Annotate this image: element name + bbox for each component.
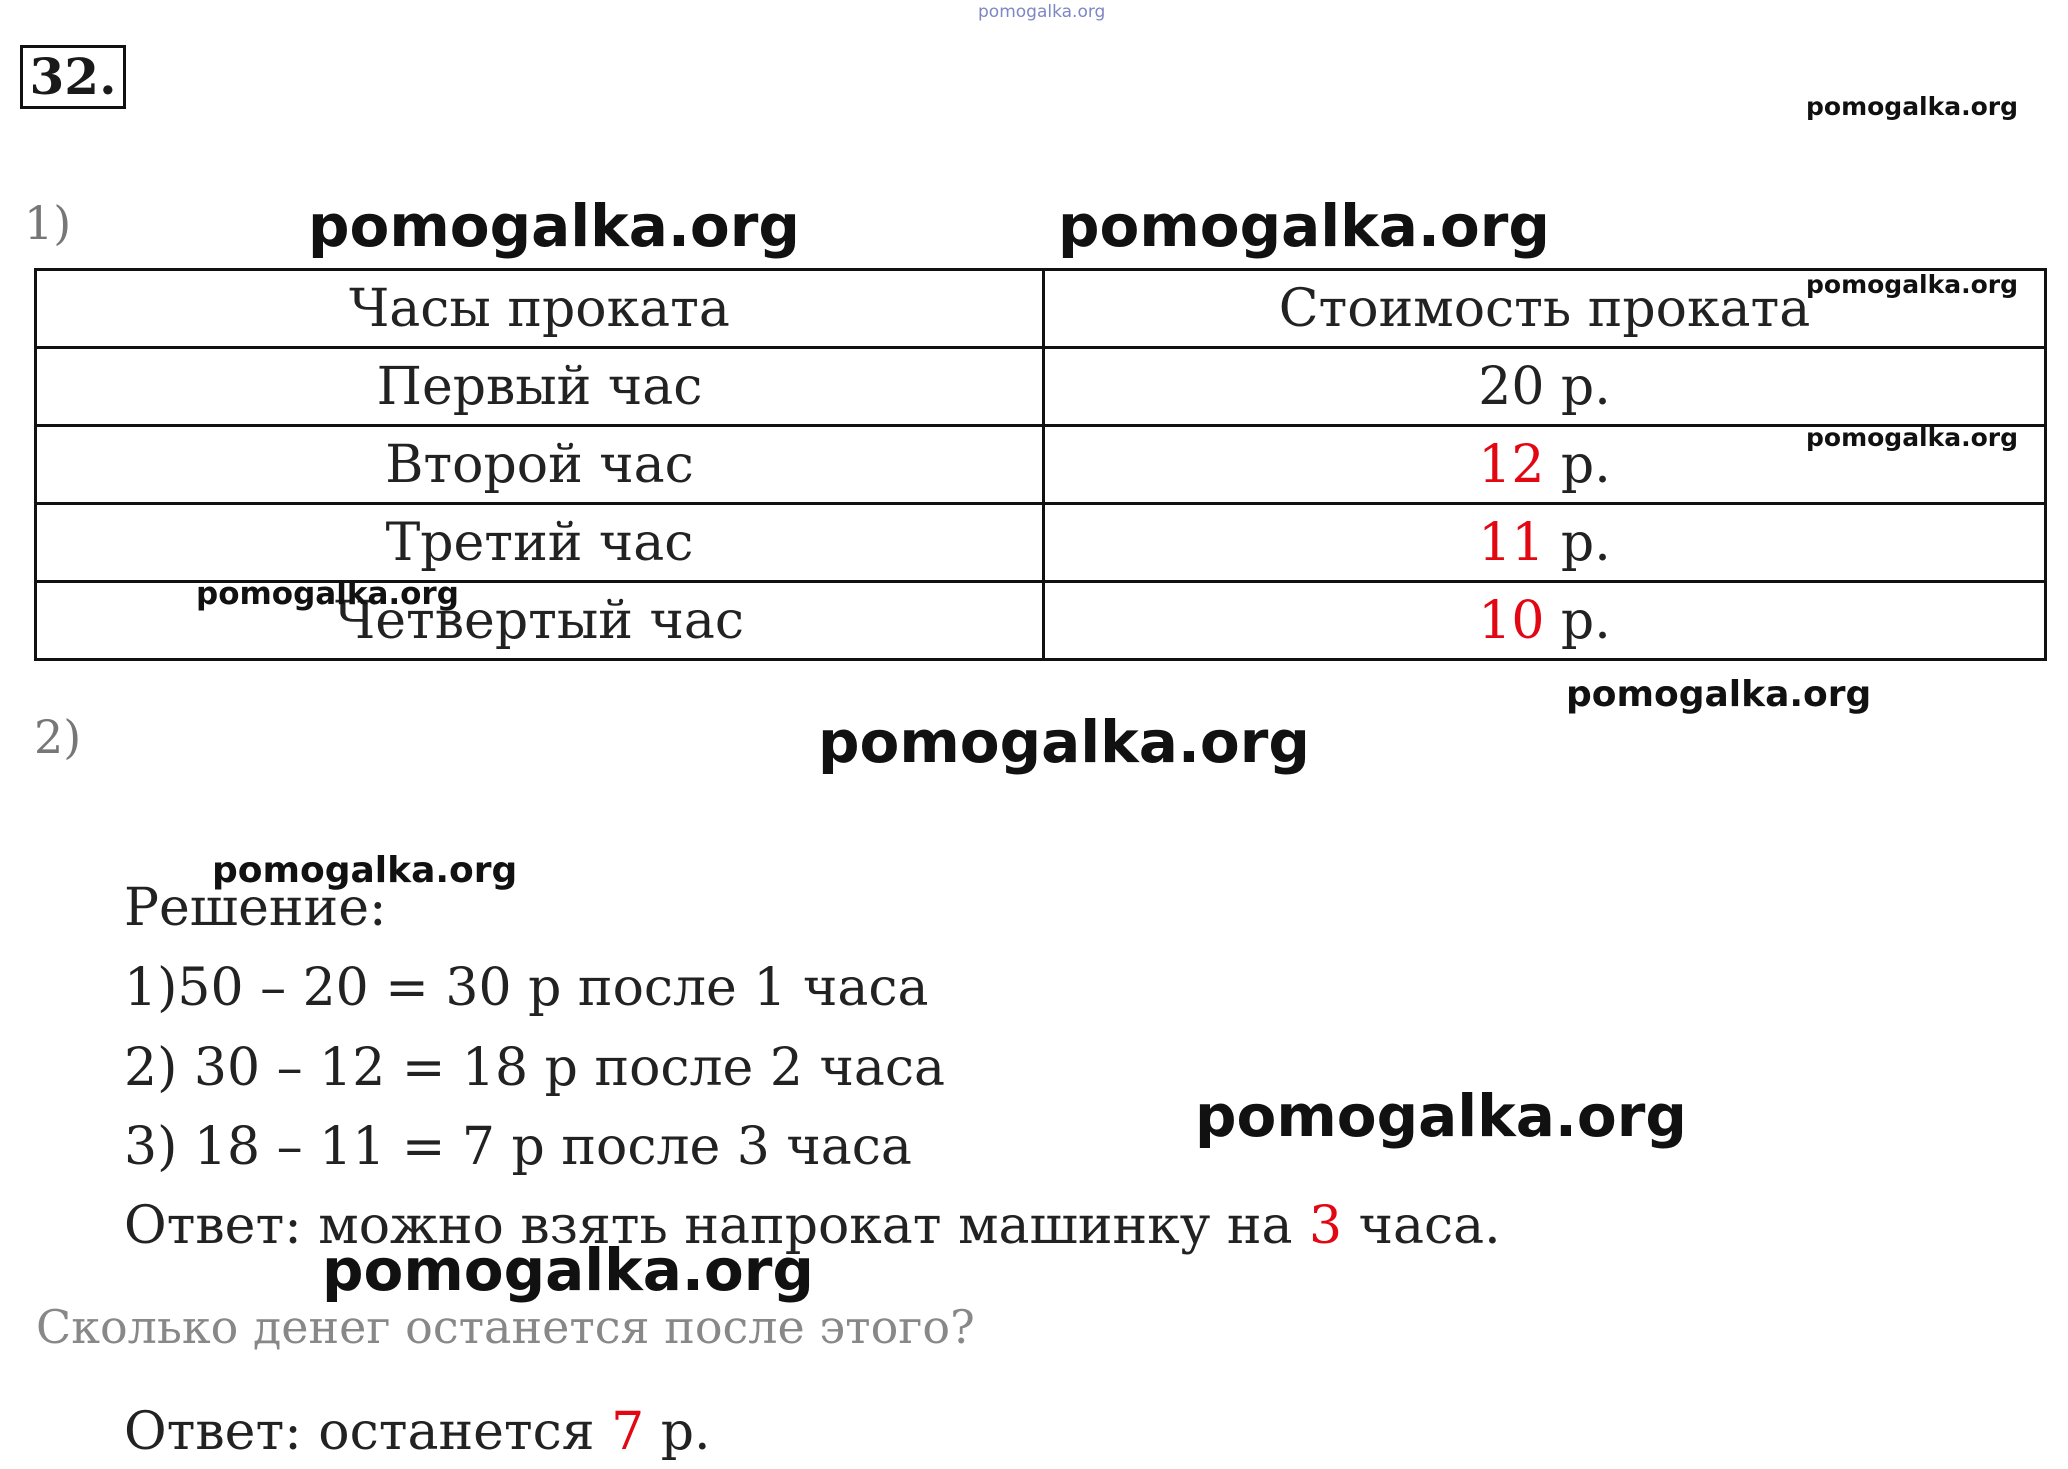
watermark: pomogalka.org (196, 576, 459, 612)
header-price: Стоимость проката (1044, 270, 2046, 348)
answer-1-suffix: часа. (1342, 1196, 1501, 1256)
solution-title: Решение: (124, 878, 387, 938)
price-value: 11 (1478, 512, 1545, 573)
price-value: 12 (1478, 434, 1545, 495)
hour-cell: Первый час (36, 348, 1044, 426)
price-cell (1044, 582, 2046, 660)
watermark: pomogalka.org (1806, 92, 2019, 121)
price-cell (1044, 504, 2046, 582)
price-unit: р. (1544, 356, 1611, 417)
answer-1-value: 3 (1309, 1196, 1343, 1256)
task-number: 32. (20, 45, 126, 109)
price-cell (1044, 348, 2046, 426)
price-unit: р. (1544, 434, 1611, 495)
table-row (36, 348, 2046, 426)
answer-2 (124, 1402, 711, 1462)
answer-2-text: Ответ: останется (124, 1402, 612, 1462)
solution-step: 2) 30 – 12 = 18 р после 2 часа (124, 1038, 945, 1098)
price-value: 20 (1478, 356, 1545, 417)
watermark: pomogalka.org (212, 850, 518, 891)
table-row (36, 426, 2046, 504)
header-hours: Часы проката (36, 270, 1044, 348)
hour-cell: Четвертый час (36, 582, 1044, 660)
table-header-row (36, 270, 2046, 348)
answer-2-value: 7 (611, 1402, 645, 1462)
watermark-top: pomogalka.org (978, 2, 1106, 22)
answer-1-text: Ответ: можно взять напрокат машинку на (124, 1196, 1310, 1256)
solution-step: 3) 18 – 11 = 7 р после 3 часа (124, 1117, 912, 1177)
watermark: pomogalka.org (1806, 423, 2019, 452)
price-unit: р. (1544, 512, 1611, 573)
watermark: pomogalka.org (818, 708, 1310, 776)
hour-cell: Второй час (36, 426, 1044, 504)
watermark: pomogalka.org (1058, 192, 1550, 260)
part-1-label: 1) (24, 196, 72, 250)
question-text: Сколько денег останется после этого? (36, 1300, 975, 1354)
watermark: pomogalka.org (1195, 1082, 1687, 1150)
solution-step: 1)50 – 20 = 30 р после 1 часа (124, 958, 929, 1018)
price-value: 10 (1478, 590, 1545, 651)
watermark: pomogalka.org (1806, 270, 2019, 299)
hour-cell: Третий час (36, 504, 1044, 582)
table-row (36, 504, 2046, 582)
watermark: pomogalka.org (1566, 674, 1872, 715)
answer-2-suffix: р. (644, 1402, 711, 1462)
watermark: pomogalka.org (308, 192, 800, 260)
part-2-label: 2) (34, 710, 82, 764)
watermark: pomogalka.org (322, 1236, 814, 1304)
price-unit: р. (1544, 590, 1611, 651)
